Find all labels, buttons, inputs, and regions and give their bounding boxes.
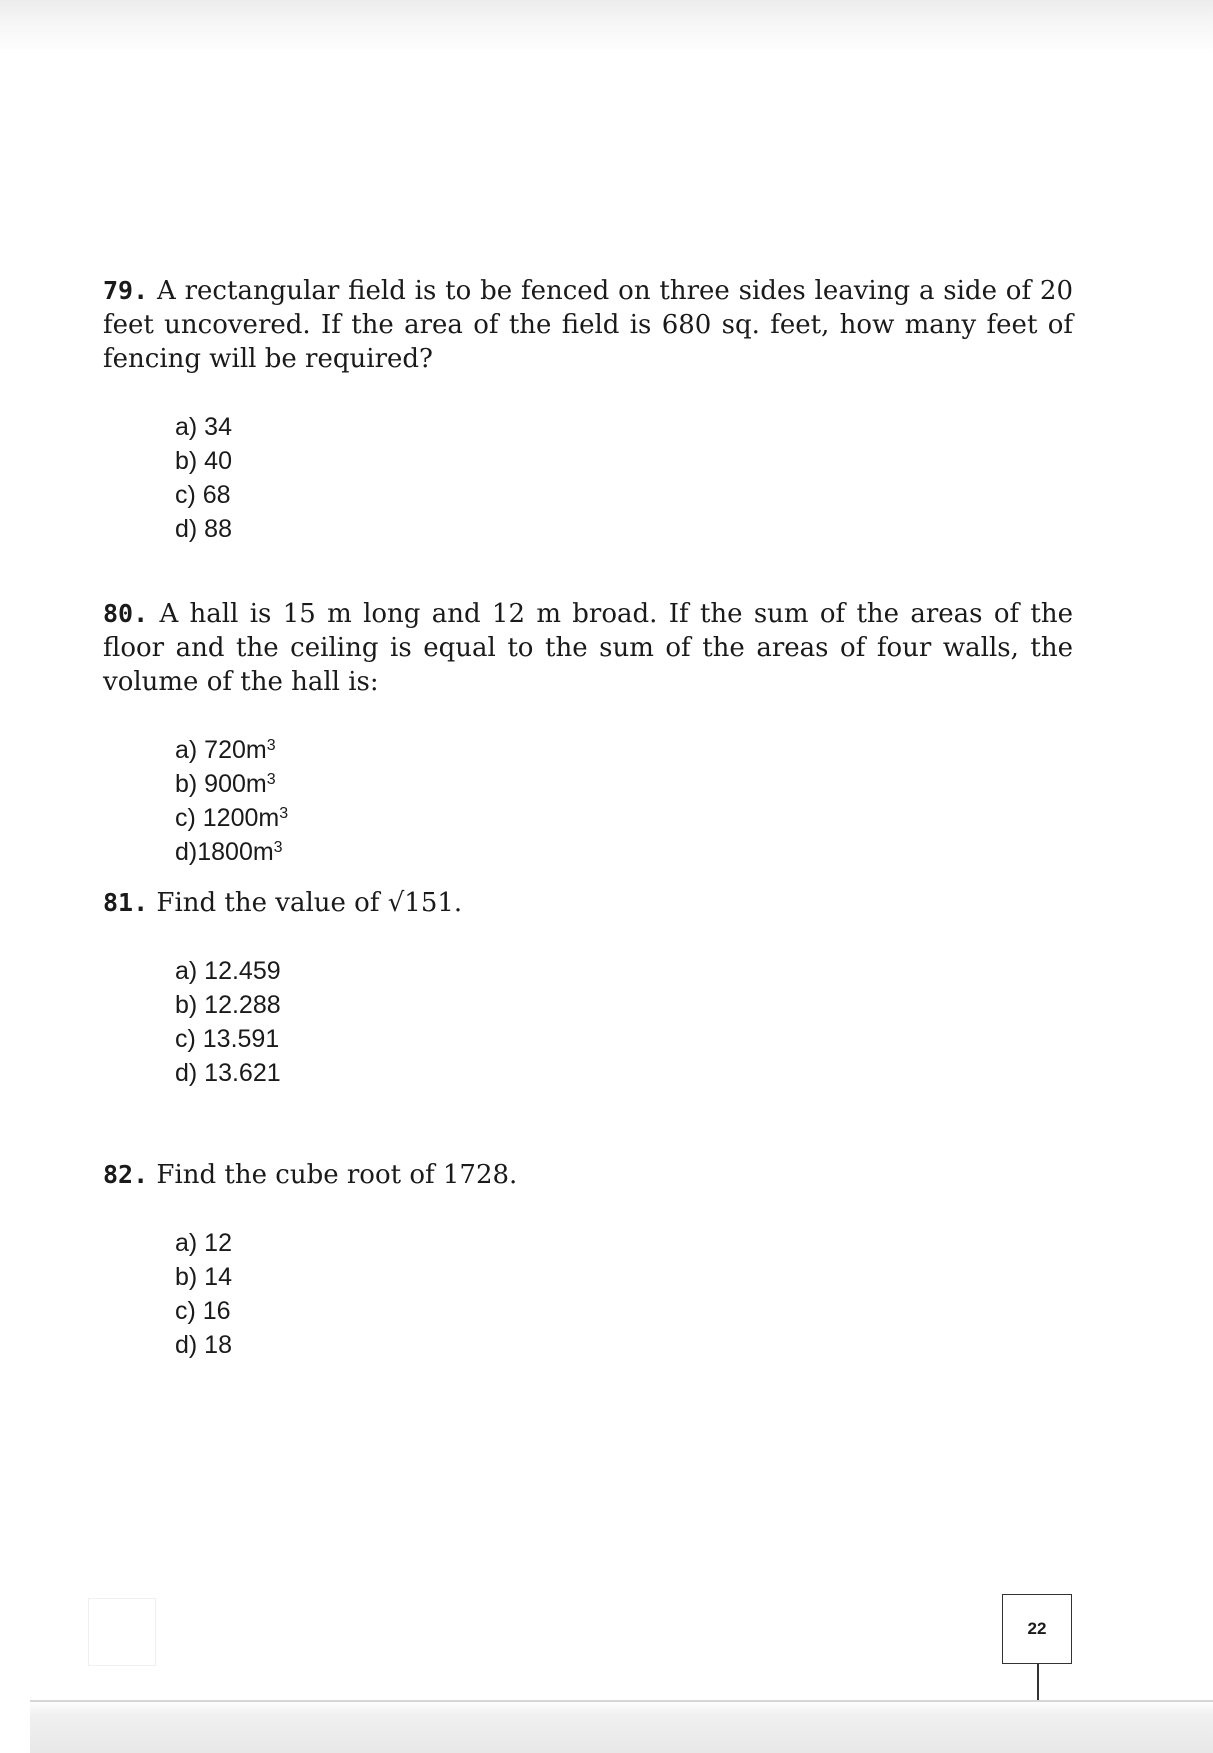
question-number: 79.: [103, 276, 149, 305]
question-text: [103, 1158, 1073, 1192]
option-a: a) 12.459: [175, 957, 281, 985]
question-82: [103, 1158, 1073, 1362]
option-c: c) 16: [175, 1297, 231, 1325]
option-b: b) 14: [175, 1263, 232, 1291]
question-body: A rectangular field is to be fenced on three sides leaving a side of 20 feet uncovered. If the area of the field is 680 sq. feet, how many feet of fencing will be required?: [103, 276, 1074, 374]
option-d: d) 88: [175, 515, 232, 543]
scan-bottom-edge: [30, 1700, 1213, 1753]
question-number: 80.: [103, 599, 149, 628]
option-b: b) 12.288: [175, 991, 281, 1019]
options-list: [103, 954, 1073, 1090]
question-number: 82.: [103, 1160, 149, 1189]
page-number: 22: [1027, 1619, 1047, 1638]
option-a: a) 12: [175, 1229, 232, 1257]
question-text: [103, 274, 1073, 376]
question-79: [103, 274, 1073, 546]
options-list: [103, 1226, 1073, 1362]
option-c: c) 13.591: [175, 1025, 280, 1053]
page-number-box: [1002, 1594, 1072, 1664]
option-a: a) $720m^3$: [175, 736, 276, 764]
options-list: [103, 410, 1073, 546]
option-c: c) 68: [175, 481, 231, 509]
options-list: [103, 733, 1073, 869]
option-c: c) $1200m^3$: [175, 804, 289, 832]
option-d: $d)1800m^3$: [175, 838, 283, 866]
question-text: [103, 597, 1073, 699]
option-d: d) 18: [175, 1331, 232, 1359]
question-body: A hall is 15 m long and 12 m broad. If the sum of the areas of the floor and the ceiling is equal to the sum of the areas of four walls, the volume of the hall is:: [103, 599, 1073, 697]
question-body: Find the value of √151.: [156, 888, 463, 918]
question-81: [103, 886, 1073, 1090]
option-b: b) $900m^3$: [175, 770, 276, 798]
question-80: [103, 597, 1073, 869]
question-body: Find the cube root of 1728.: [156, 1160, 518, 1190]
question-text: [103, 886, 1073, 920]
faint-bleed-box: [88, 1598, 156, 1666]
option-a: a) 34: [175, 413, 232, 441]
option-d: d) 13.621: [175, 1059, 281, 1087]
scan-top-edge: [0, 0, 1213, 56]
question-number: 81.: [103, 888, 149, 917]
option-b: b) 40: [175, 447, 232, 475]
page-number-stem: [1037, 1664, 1039, 1704]
